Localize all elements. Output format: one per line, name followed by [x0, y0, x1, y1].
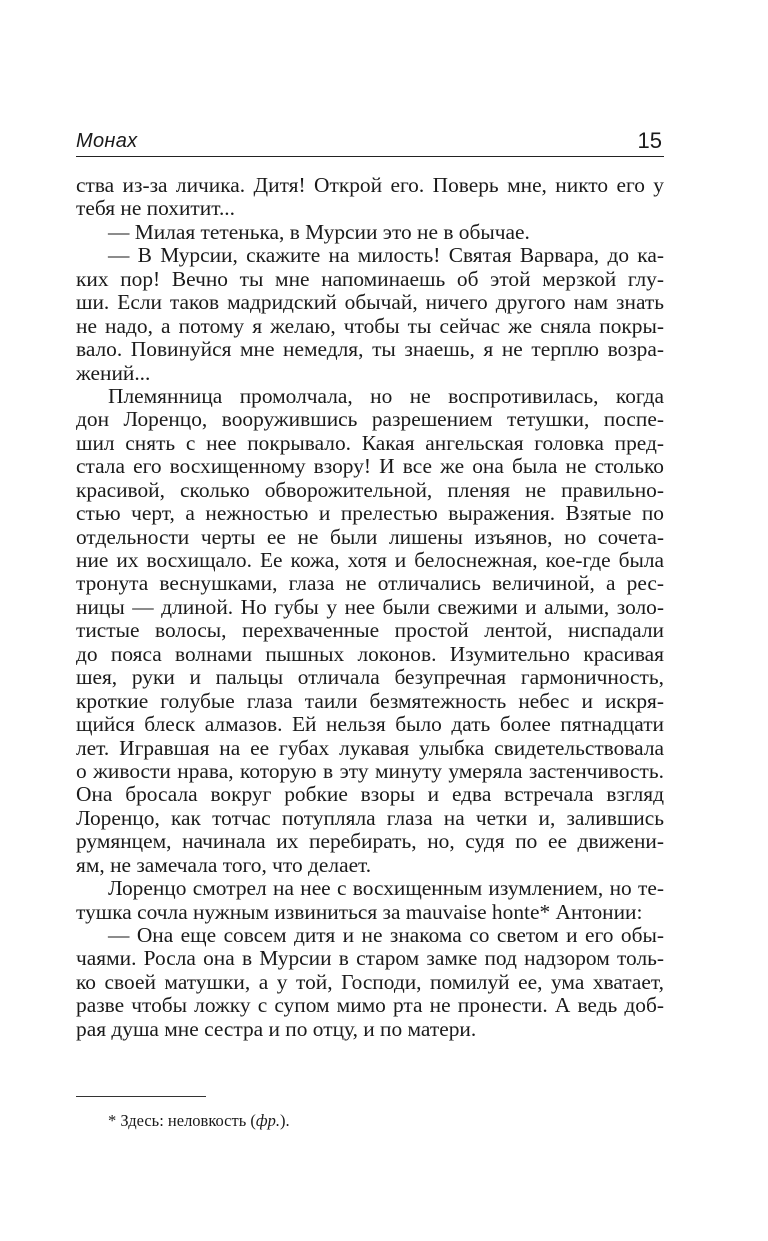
text-line: стью черт, а нежностью и прелестью выражения. Взятые по	[76, 501, 664, 526]
text-line: шея, руки и пальцы отличала безупречная гармоничность,	[76, 665, 664, 690]
text-line: — В Мурсии, скажите на милость! Святая Варвара, до ка-	[108, 243, 664, 268]
footnote-suffix: ).	[279, 1111, 290, 1130]
text-line: рая душа мне сестра и по отцу, и по матери.	[76, 1016, 477, 1041]
text-line: разве чтобы ложку с супом мимо рта не пронести. А ведь доб-	[76, 993, 664, 1018]
text-line: чаями. Росла она в Мурсии в старом замке под надзором толь-	[76, 946, 664, 971]
footnote-block	[76, 1096, 664, 1131]
text-line: ства из-за личика. Дитя! Открой его. Поверь мне, никто его у	[76, 173, 664, 197]
text-line: шил снять с нее покрывало. Какая ангельская головка пред-	[76, 430, 664, 455]
text-line: лет. Игравшая на ее губах лукавая улыбка свидетельствовала	[76, 735, 664, 760]
running-title: Монах	[76, 130, 138, 152]
text-line: отдельности черты ее не были лишены изъянов, но сочета-	[76, 524, 664, 549]
footnote-abbr: фр.	[255, 1111, 280, 1130]
text-line: тушка сочла нужным извиниться за mauvaise honte* Антонии:	[76, 899, 643, 924]
text-line: — Она еще совсем дитя и не знакома со светом и его обы-	[108, 923, 664, 947]
text-line: дон Лоренцо, вооружившись разрешением тетушки, поспе-	[76, 407, 664, 432]
text-line: вало. Повинуйся мне немедля, ты знаешь, я не терплю возра-	[76, 337, 664, 362]
text-line: Лоренцо смотрел на нее с восхищенным изумлением, но те-	[108, 876, 664, 901]
main-text	[76, 174, 664, 1041]
text-line: тронута веснушками, глаза не отличались величиной, а рес-	[76, 571, 664, 596]
text-line: — Милая тетенька, в Мурсии это не в обычае.	[108, 219, 530, 244]
text-line: Она бросала вокруг робкие взоры и едва встречала взгляд	[76, 782, 664, 807]
text-line: ко своей матушки, а у той, Господи, помилуй ее, ума хватает,	[76, 969, 664, 994]
footnote-divider	[76, 1096, 206, 1097]
text-line: ям, не замечала того, что делает.	[76, 852, 372, 877]
text-line: ких пор! Вечно ты мне напоминаешь об этой мерзкой глу-	[76, 266, 664, 291]
text-line: ши. Если таков мадридский обычай, ничего другого нам знать	[76, 290, 664, 315]
text-line: щийся блеск алмазов. Ей нельзя было дать более пятнадцати	[76, 712, 664, 737]
text-line: красивой, сколько обворожительной, пленяя не правильно-	[76, 477, 664, 502]
text-line: румянцем, начинала их перебирать, но, судя по ее движени-	[76, 829, 664, 854]
text-line: не надо, а потому я желаю, чтобы ты сейчас же сняла покры-	[76, 313, 664, 338]
page-number: 15	[637, 128, 662, 153]
running-header	[76, 128, 664, 157]
text-line: Племянница промолчала, но не воспротивилась, когда	[108, 383, 664, 408]
footnote	[108, 1111, 664, 1131]
text-line: ние их восхищало. Ее кожа, хотя и белоснежная, кое-где была	[76, 548, 664, 572]
footnote-prefix: * Здесь: неловкость (	[108, 1111, 256, 1130]
text-line: жений...	[76, 360, 151, 385]
text-line: стала его восхищенному взору! И все же она была не столько	[76, 454, 664, 479]
text-line: тебя не похитит...	[76, 196, 235, 221]
text-line: кроткие голубые глаза таили безмятежность небес и искря-	[76, 688, 664, 713]
text-line: о живости нрава, которую в эту минуту умеряла застенчивость.	[76, 758, 664, 783]
text-line: тистые волосы, перехваченные простой лентой, ниспадали	[76, 618, 664, 643]
text-line: ницы — длиной. Но губы у нее были свежими и алыми, золо-	[76, 594, 664, 619]
text-line: Лоренцо, как тотчас потупляла глаза на четки и, залившись	[76, 805, 664, 830]
text-line: до пояса волнами пышных локонов. Изумительно красивая	[76, 641, 664, 666]
